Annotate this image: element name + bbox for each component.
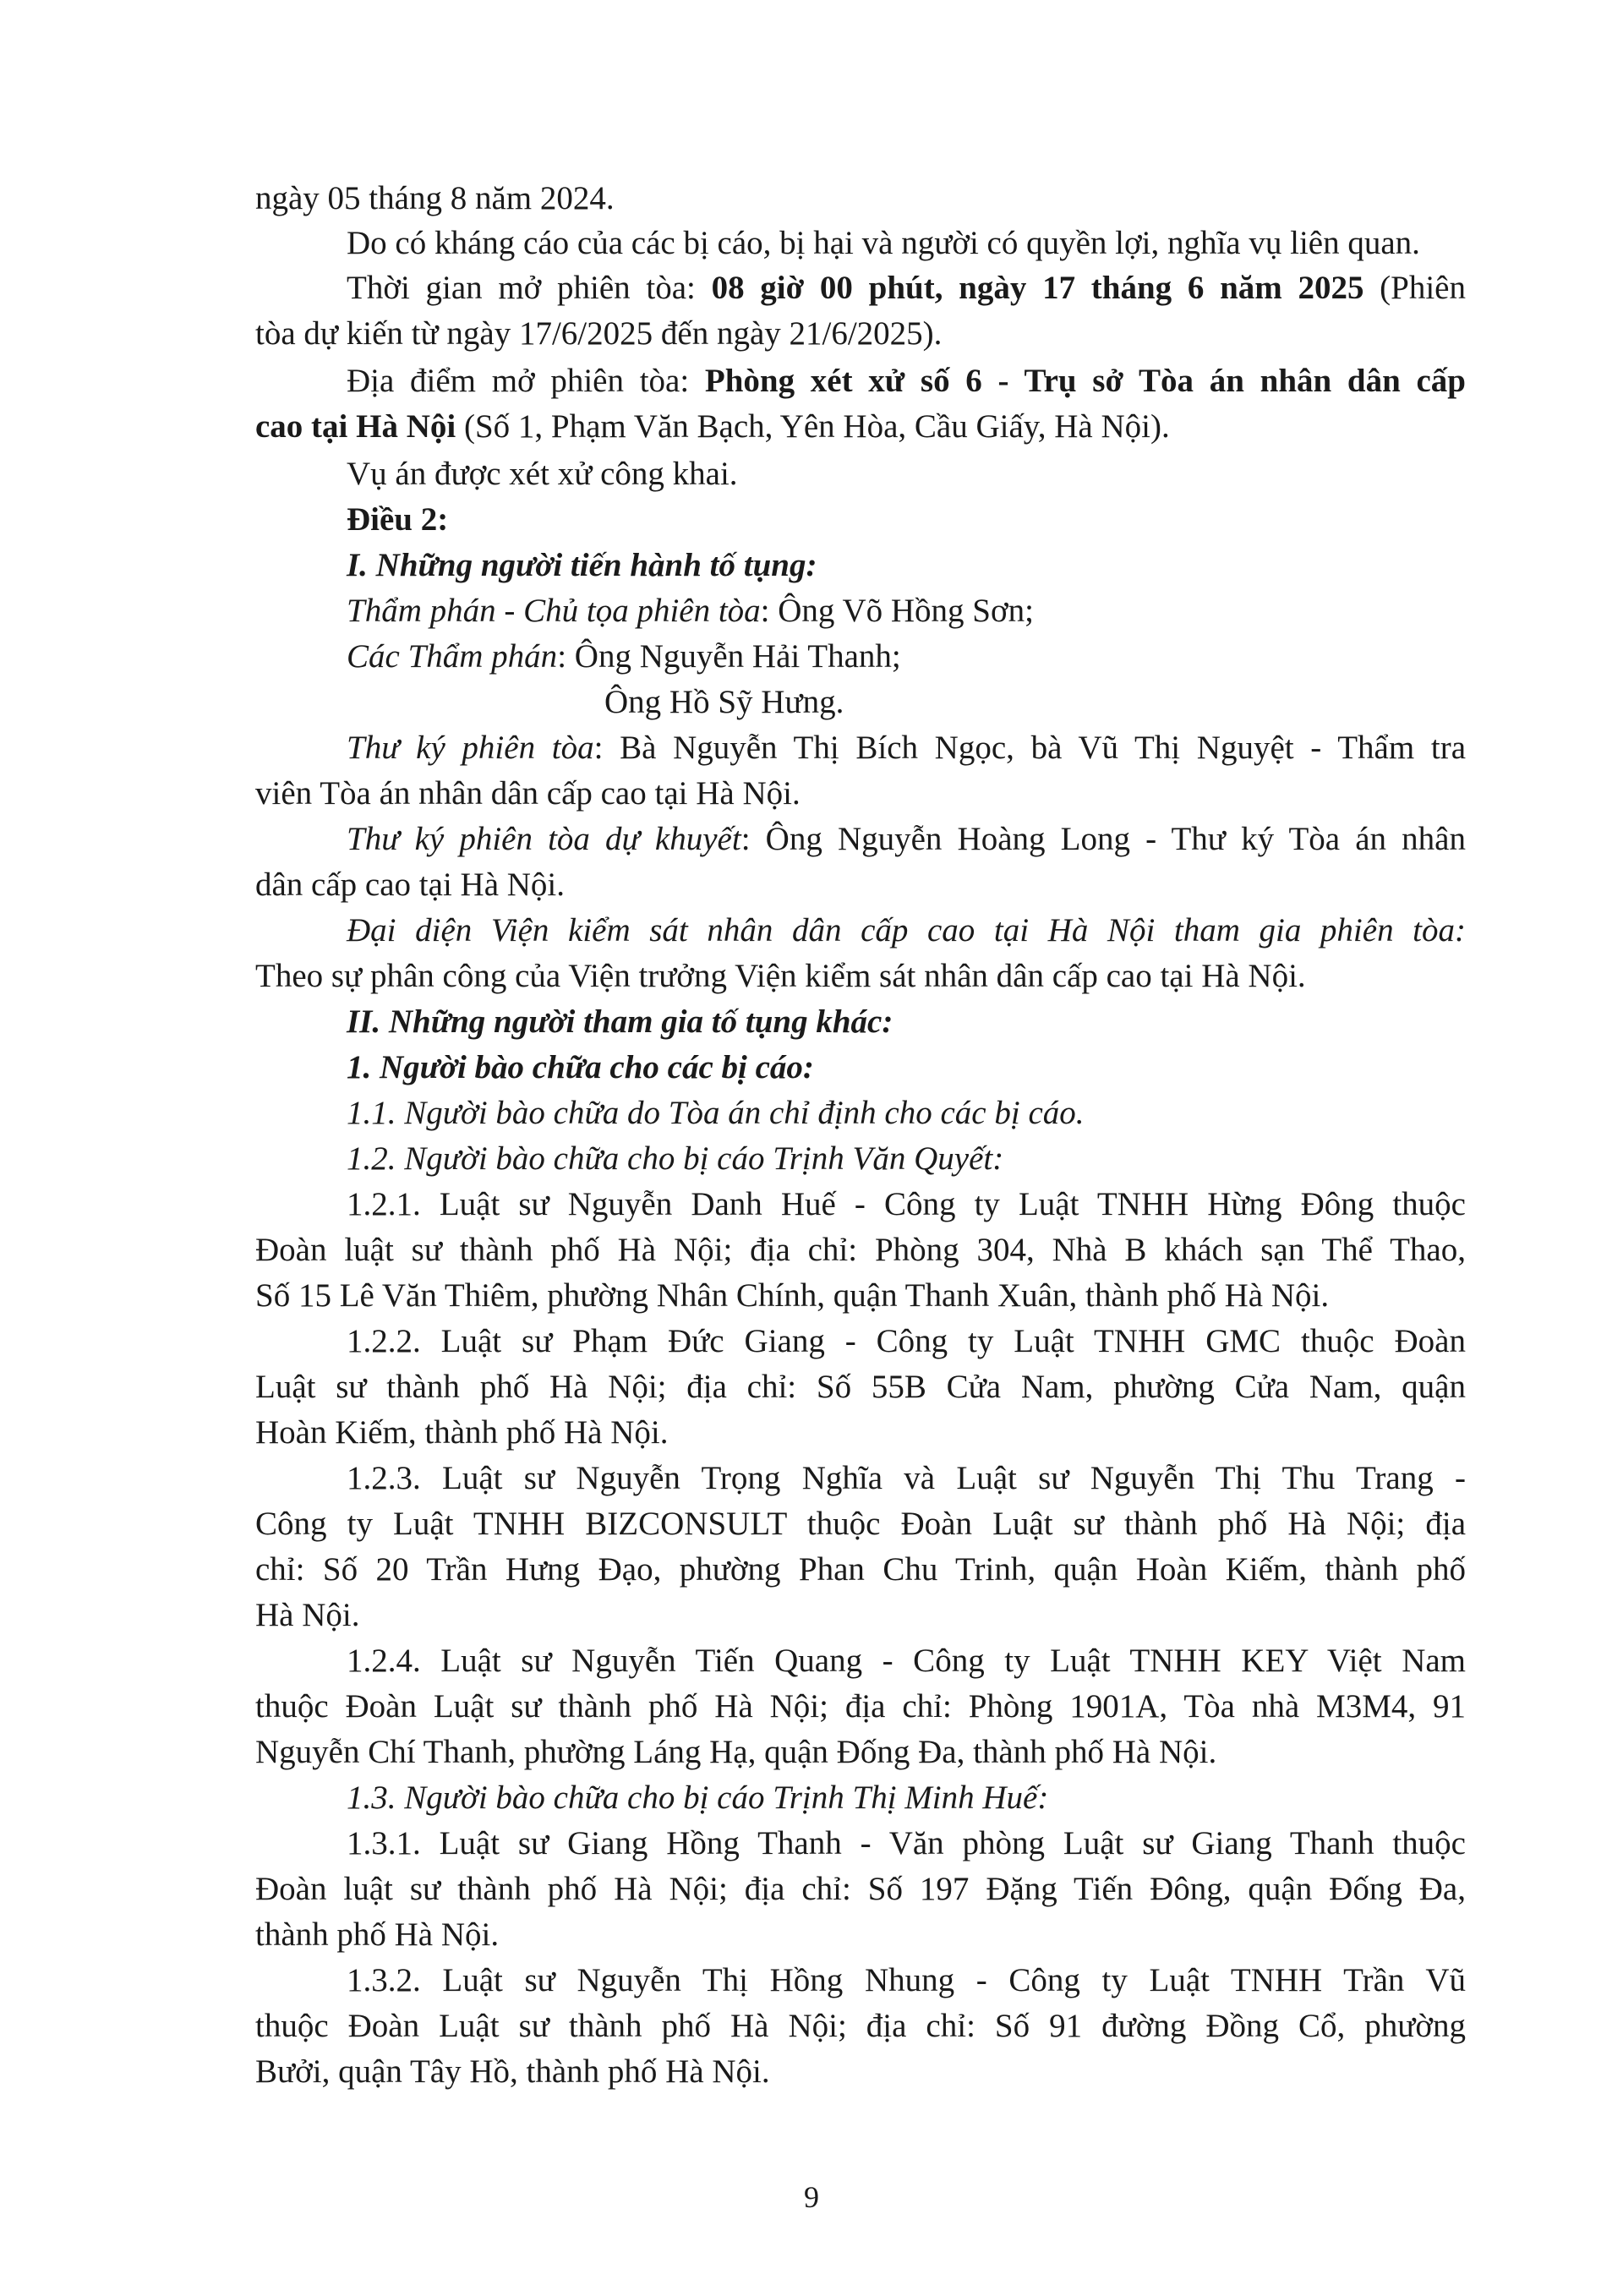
text-line: Đoàn luật sư thành phố Hà Nội; địa chỉ: Phòng 304, Nhà B khách sạn Thể Thao,: [255, 1232, 1466, 1268]
text-line: Đoàn luật sư thành phố Hà Nội; địa chỉ: Số 197 Đặng Tiến Đông, quận Đống Đa,: [255, 1871, 1466, 1907]
hearing-time: 08 giờ 00 phút, ngày 17 tháng 6 năm 2025: [711, 270, 1364, 306]
text-line: chỉ: Số 20 Trần Hưng Đạo, phường Phan Chu Trinh, quận Hoàn Kiếm, thành phố: [255, 1551, 1466, 1588]
text-line: Luật sư thành phố Hà Nội; địa chỉ: Số 55B Cửa Nam, phường Cửa Nam, quận: [255, 1369, 1466, 1405]
text-line: 1.1. Người bào chữa do Tòa án chỉ định cho các bị cáo.: [347, 1095, 1085, 1131]
hearing-venue: Phòng xét xử số 6 - Trụ sở Tòa án nhân dân cấp: [704, 363, 1466, 399]
page-number: 9: [804, 2180, 819, 2214]
text-line: Thẩm phán - Chủ tọa phiên tòa: Ông Võ Hồng Sơn;: [347, 593, 1034, 629]
text-line: tòa dự kiến từ ngày 17/6/2025 đến ngày 21/6/2025).: [255, 315, 943, 352]
subsection-heading: 1. Người bào chữa cho các bị cáo:: [347, 1049, 814, 1085]
text-line: Thư ký phiên tòa: Bà Nguyễn Thị Bích Ngọc, bà Vũ Thị Nguyệt - Thẩm tra: [347, 730, 1467, 766]
text-line: Số 15 Lê Văn Thiêm, phường Nhân Chính, quận Thanh Xuân, thành phố Hà Nội.: [255, 1277, 1330, 1314]
section-heading: II. Những người tham gia tố tụng khác:: [347, 1003, 893, 1040]
text-line: Ông Hồ Sỹ Hưng.: [604, 684, 844, 720]
text-line: Vụ án được xét xử công khai.: [347, 456, 738, 492]
text-line: Hà Nội.: [255, 1597, 360, 1633]
text-line: Địa điểm mở phiên tòa: Phòng xét xử số 6 - Trụ sở Tòa án nhân dân cấp: [347, 363, 1466, 399]
text-line: Thời gian mở phiên tòa: 08 giờ 00 phút, ngày 17 tháng 6 năm 2025 (Phiên: [347, 270, 1466, 306]
text-line: 1.2.2. Luật sư Phạm Đức Giang - Công ty Luật TNHH GMC thuộc Đoàn: [347, 1323, 1466, 1359]
text-line: thuộc Đoàn Luật sư thành phố Hà Nội; địa chỉ: Số 91 đường Đồng Cổ, phường: [255, 2008, 1466, 2044]
text-line: ngày 05 tháng 8 năm 2024.: [255, 180, 615, 216]
text-line: 1.3. Người bào chữa cho bị cáo Trịnh Thị Minh Huế:: [347, 1779, 1049, 1816]
text-line: dân cấp cao tại Hà Nội.: [255, 866, 566, 903]
text-line: 1.2. Người bào chữa cho bị cáo Trịnh Văn Quyết:: [347, 1140, 1004, 1177]
text-line: thuộc Đoàn Luật sư thành phố Hà Nội; địa chỉ: Phòng 1901A, Tòa nhà M3M4, 91: [255, 1688, 1466, 1725]
text-line: cao tại Hà Nội (Số 1, Phạm Văn Bạch, Yên Hòa, Cầu Giấy, Hà Nội).: [255, 408, 1170, 445]
text-line: thành phố Hà Nội.: [255, 1916, 500, 1953]
text-line: 1.2.3. Luật sư Nguyễn Trọng Nghĩa và Luật sư Nguyễn Thị Thu Trang -: [347, 1460, 1466, 1496]
text-line: Do có kháng cáo của các bị cáo, bị hại và người có quyền lợi, nghĩa vụ liên quan.: [347, 225, 1420, 261]
text-line: Nguyễn Chí Thanh, phường Láng Hạ, quận Đống Đa, thành phố Hà Nội.: [255, 1734, 1217, 1770]
text-line: 1.2.1. Luật sư Nguyễn Danh Huế - Công ty Luật TNHH Hừng Đông thuộc: [347, 1186, 1466, 1222]
text-line: Các Thẩm phán: Ông Nguyễn Hải Thanh;: [347, 638, 901, 675]
text-line: Bưởi, quận Tây Hồ, thành phố Hà Nội.: [255, 2053, 770, 2090]
section-heading: I. Những người tiến hành tố tụng:: [347, 547, 817, 583]
text-line: Hoàn Kiếm, thành phố Hà Nội.: [255, 1414, 669, 1451]
text-line: 1.2.4. Luật sư Nguyễn Tiến Quang - Công ty Luật TNHH KEY Việt Nam: [347, 1643, 1466, 1679]
text-line: Thư ký phiên tòa dự khuyết: Ông Nguyễn Hoàng Long - Thư ký Tòa án nhân: [347, 821, 1466, 857]
text-line: Đại diện Viện kiểm sát nhân dân cấp cao tại Hà Nội tham gia phiên tòa:: [347, 912, 1466, 948]
article-heading: Điều 2:: [347, 501, 449, 538]
text-line: viên Tòa án nhân dân cấp cao tại Hà Nội.: [255, 775, 801, 812]
text-line: Công ty Luật TNHH BIZCONSULT thuộc Đoàn Luật sư thành phố Hà Nội; địa: [255, 1506, 1466, 1542]
text-line: Theo sự phân công của Viện trưởng Viện kiểm sát nhân dân cấp cao tại Hà Nội.: [255, 958, 1306, 994]
text-line: 1.3.2. Luật sư Nguyễn Thị Hồng Nhung - Công ty Luật TNHH Trần Vũ: [347, 1962, 1466, 1998]
text-line: 1.3.1. Luật sư Giang Hồng Thanh - Văn phòng Luật sư Giang Thanh thuộc: [347, 1825, 1466, 1861]
